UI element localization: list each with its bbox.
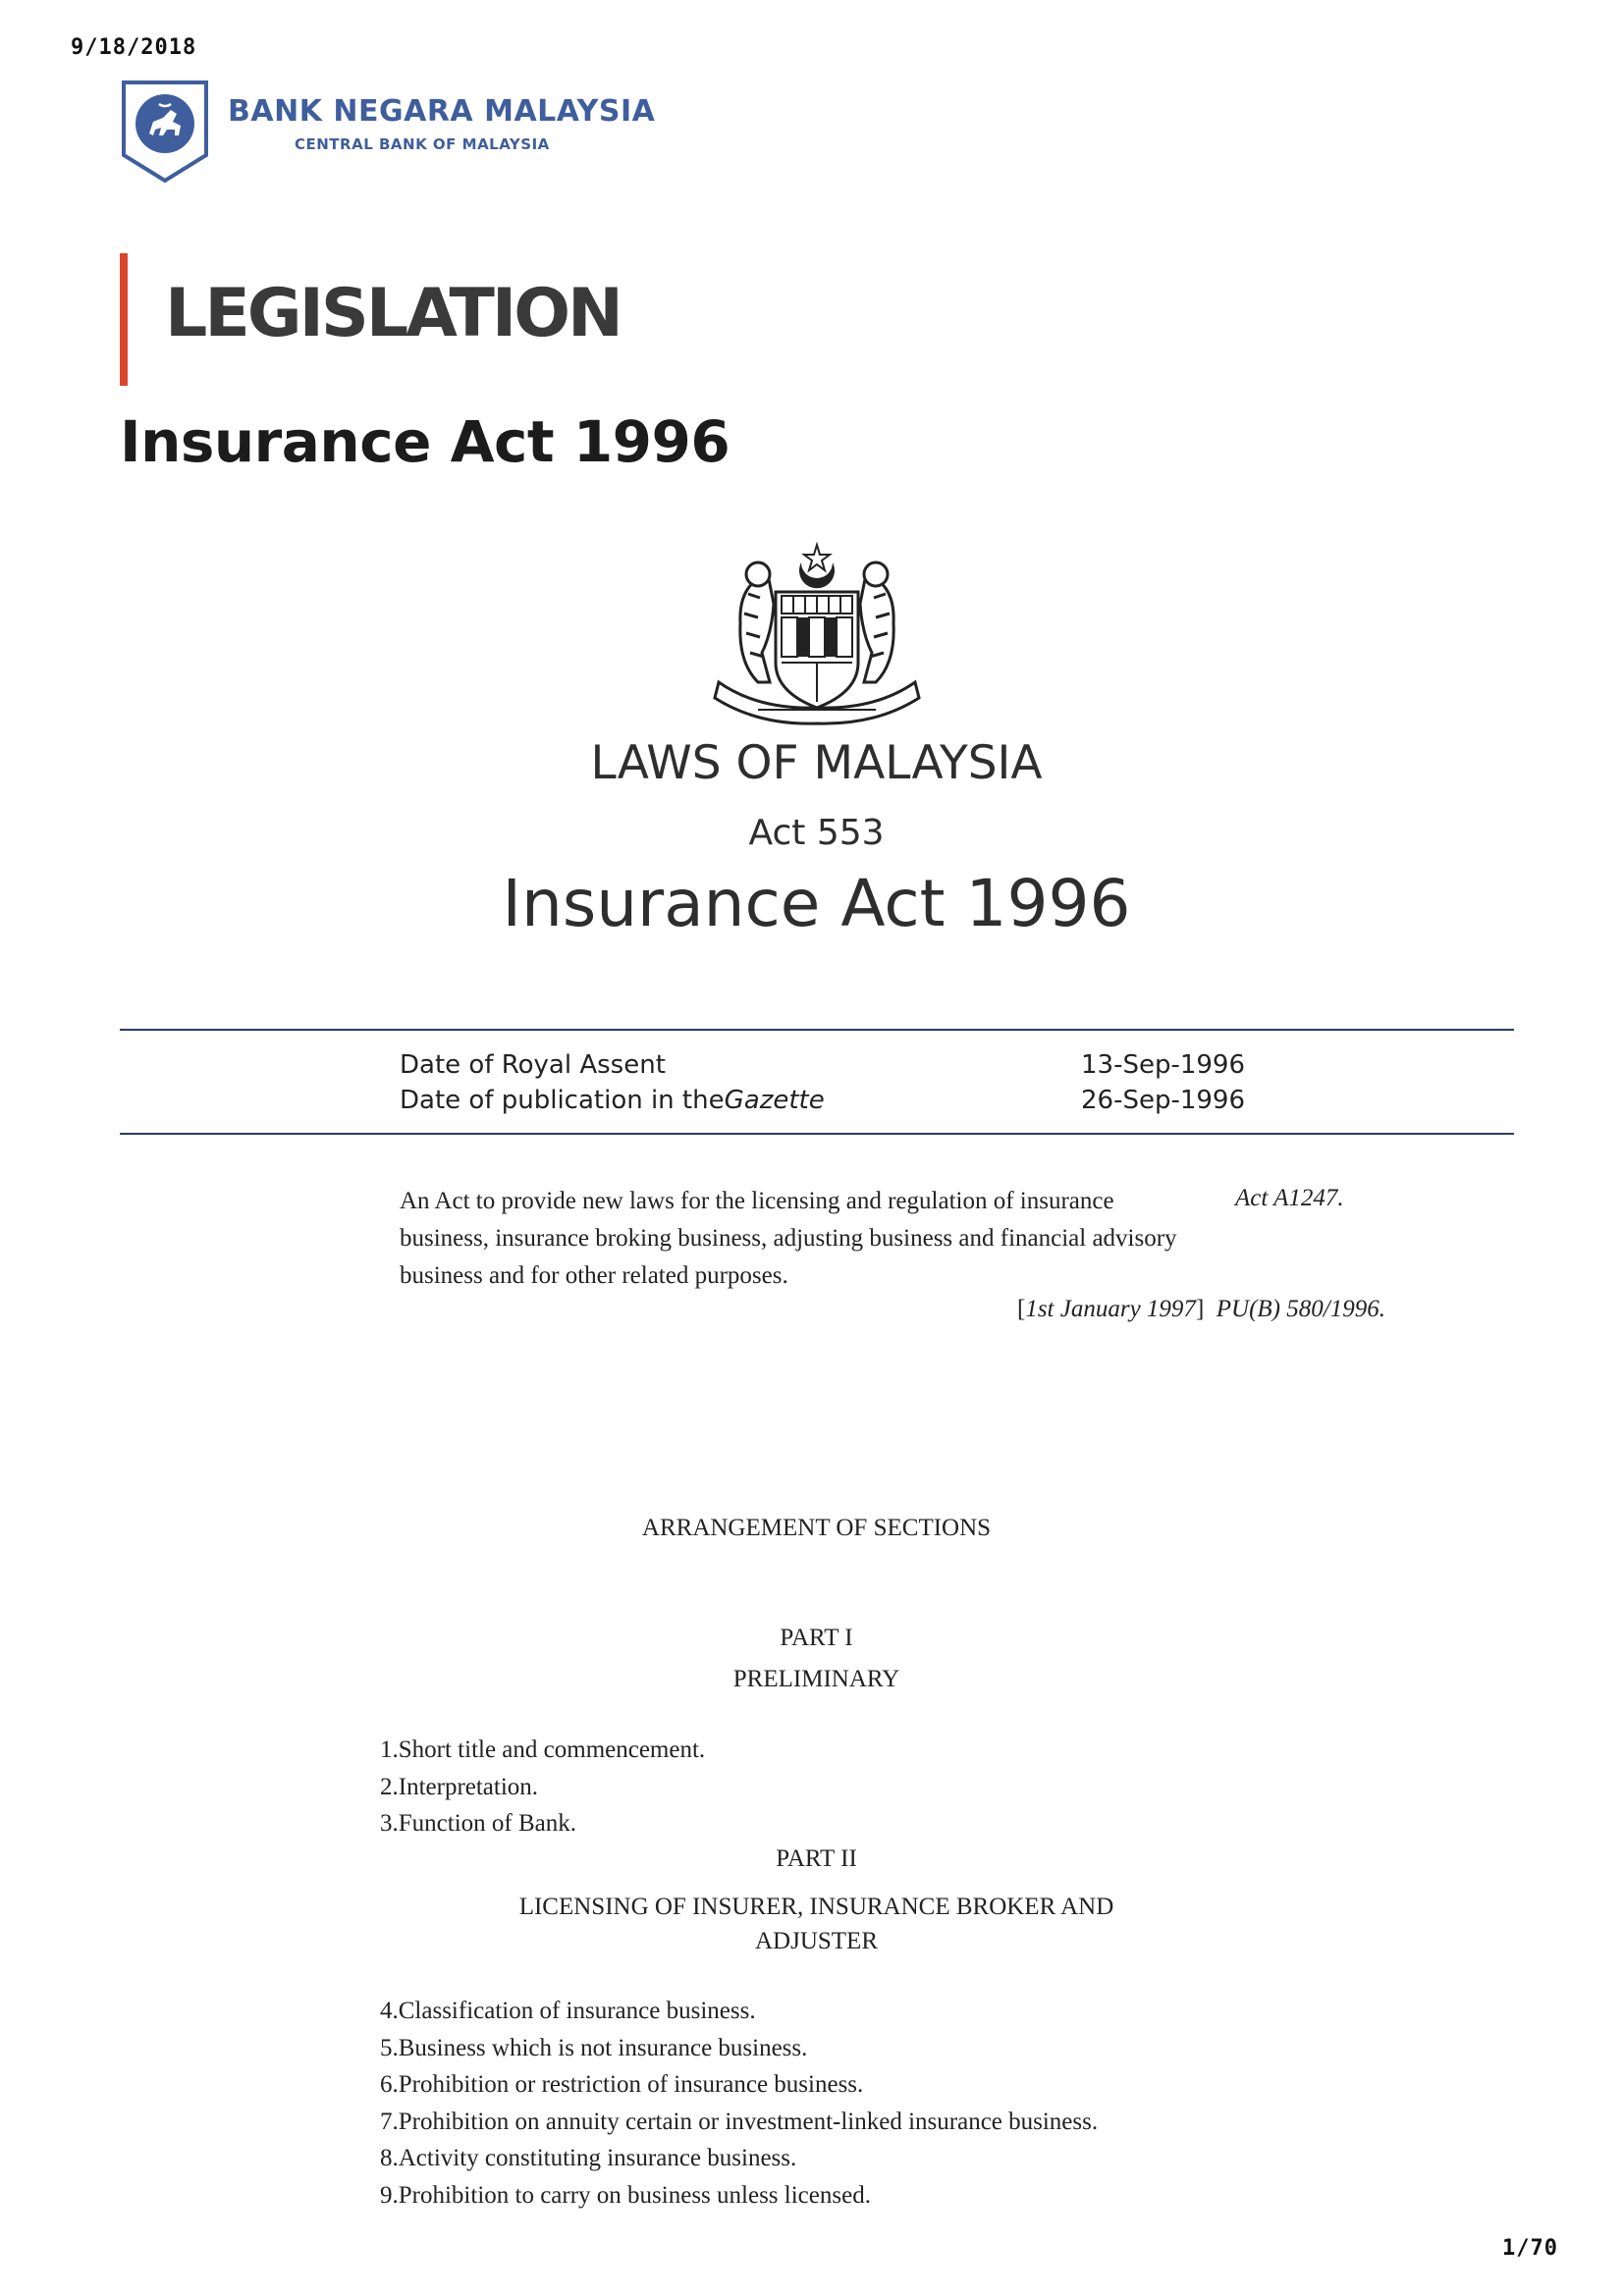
commencement-line: [1017, 1296, 1385, 1323]
amendment-note: Act A1247.: [1235, 1185, 1344, 1211]
part-label: PART I: [780, 1625, 853, 1651]
divider-bottom: [120, 1133, 1514, 1135]
bank-name[interactable]: BANK NEGARA MALAYSIA: [228, 94, 656, 129]
preamble-text: An Act to provide new laws for the licensing and regulation of insurance business, insurance broking business, adjusting business and financial advisory business and for other related purposes.: [400, 1188, 1177, 1289]
commencement-date: 1st January 1997: [1025, 1296, 1196, 1322]
malaysia-coat-of-arms-icon: [699, 535, 935, 731]
section-item[interactable]: 6.Prohibition or restriction of insurance business.: [380, 2071, 864, 2098]
cover-act-title: Insurance Act 1996: [502, 866, 1131, 941]
section-list: [380, 1993, 1098, 2214]
royal-assent-date: 13-Sep-1996: [1081, 1050, 1246, 1080]
gazette-publication-label: [400, 1086, 825, 1115]
act-number: Act 553: [748, 813, 885, 853]
page-title: Insurance Act 1996: [120, 408, 730, 475]
section-item[interactable]: 5.Business which is not insurance business.: [380, 2034, 808, 2061]
print-date: 9/18/2018: [71, 35, 197, 60]
bnm-shield-logo-icon[interactable]: [120, 79, 210, 185]
commencement-close: ]: [1195, 1296, 1205, 1322]
commencement-open: [: [1017, 1296, 1026, 1322]
gazette-label-prefix: Date of publication in the: [400, 1086, 725, 1115]
part-label: PART II: [776, 1845, 857, 1872]
page-number: 1/70: [1502, 2236, 1558, 2261]
arrangement-heading: ARRANGEMENT OF SECTIONS: [641, 1515, 992, 1541]
section-item[interactable]: 9.Prohibition to carry on business unless licensed.: [380, 2181, 871, 2209]
section-item[interactable]: 2.Interpretation.: [380, 1773, 539, 1800]
section-item[interactable]: 4.Classification of insurance business.: [380, 1998, 756, 2024]
laws-title: LAWS OF MALAYSIA: [590, 736, 1043, 790]
section-item[interactable]: 7.Prohibition on annuity certain or investment-linked insurance business.: [380, 2108, 1099, 2135]
section-item[interactable]: 1.Short title and commencement.: [380, 1736, 706, 1763]
part-title-continued: ADJUSTER: [754, 1928, 878, 1954]
bank-subtitle: CENTRAL BANK OF MALAYSIA: [295, 135, 550, 153]
accent-bar: [120, 253, 128, 386]
part-title: LICENSING OF INSURER, INSURANCE BROKER AND: [518, 1894, 1114, 1920]
commencement-ref: PU(B) 580/1996.: [1216, 1296, 1385, 1322]
section-item[interactable]: 3.Function of Bank.: [380, 1810, 576, 1837]
gazette-publication-date: 26-Sep-1996: [1081, 1086, 1246, 1115]
section-list: [380, 1732, 705, 1842]
divider-top: [120, 1029, 1514, 1031]
part-title: PRELIMINARY: [732, 1666, 900, 1692]
section-item[interactable]: 8.Activity constituting insurance business.: [380, 2145, 797, 2171]
gazette-label-italic: Gazette: [724, 1086, 825, 1115]
section-heading: LEGISLATION: [165, 275, 621, 352]
royal-assent-label: Date of Royal Assent: [400, 1050, 666, 1080]
